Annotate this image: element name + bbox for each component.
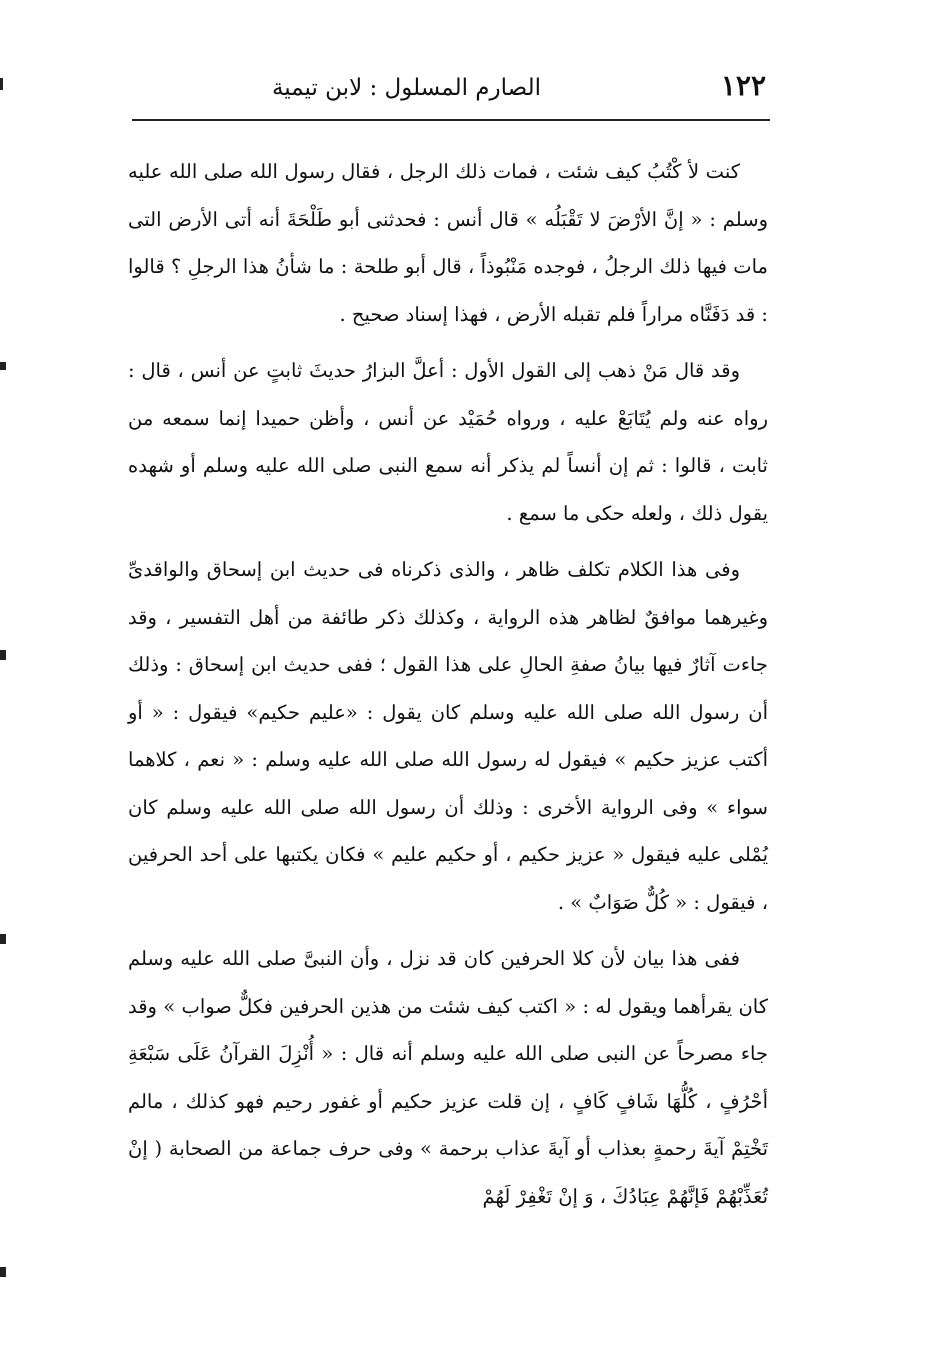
scan-margin-mark [0, 934, 6, 944]
paragraph-4: ففى هذا بيان لأن كلا الحرفين كان قد نزل ، وأن النبىَّ صلى الله عليه وسلم كان يقرأهما ويقول له : « اكتب كيف شئت من هذين الحرفين فكلٌّ صواب » وقد جاء مصرحاً عن النبى صلى الله عليه وسلم أنه قال : « أُنْزِلَ القرآنُ عَلَى سَبْعَةِ أحْرُفٍ ، كُلُّهَا شَافٍ كَافٍ ، إن قلت عزيز حكيم أو غفور رحيم فهو كذلك ، مالم تَخْتِمْ آيةَ رحمةٍ بعذاب أو آيةَ عذاب برحمة » وفى حرف جماعة من الصحابة ( إنْ تُعَذِّبْهُمْ فَإنَّهُمْ عِبَادُكَ ، وَ إنْ تَغْفِرْ لَهُمْ [128, 947, 768, 1208]
body-text [128, 148, 768, 1220]
page-number: ١٢٢ [720, 69, 766, 102]
scan-margin-mark [0, 650, 6, 660]
scan-margin-mark [0, 1267, 6, 1277]
page-header [132, 66, 766, 110]
paragraph-3: وفى هذا الكلام تكلف ظاهر ، والذى ذكرناه فى حديث ابن إسحاق والواقدىِّ وغيرهما موافقٌ لظاهر هذه الرواية ، وكذلك ذكر طائفة من أهل التفسير ، وقد جاءت آثارٌ فيها بيانُ صفةِ الحالِ على هذا القول ؛ ففى حديث ابن إسحاق : وذلك أن رسول الله صلى الله عليه وسلم كان يقول : «عليم حكيم» فيقول : « أو أكتب عزيز حكيم » فيقول له رسول الله صلى الله عليه وسلم : « نعم ، كلاهما سواء » وفى الرواية الأخرى : وذلك أن رسول الله صلى الله عليه وسلم كان يُمْلى عليه فيقول « عزيز حكيم ، أو حكيم عليم » فكان يكتبها على أحد الحرفين ، فيقول : « كُلٌّ صَوَابٌ » . [128, 558, 768, 914]
scan-margin-mark [0, 362, 6, 370]
header-rule [132, 119, 770, 121]
paragraph-2: وقد قال مَنْ ذهب إلى القول الأول : أعلَّ البزارُ حديثَ ثابتٍ عن أنس ، قال : رواه عنه ولم يُتَابَعْ عليه ، ورواه حُمَيْد عن أنس ، وأظن حميدا إنما سمعه من ثابت ، قالوا : ثم إن أنساً لم يذكر أنه سمع النبى صلى الله عليه وسلم أو شهده يقول ذلك ، ولعله حكى ما سمع . [128, 359, 768, 525]
scan-margin-mark [0, 78, 3, 90]
running-title: الصارم المسلول : لابن تيمية [271, 75, 541, 101]
paragraph-1: كنت لأ كْتُبُ كيف شئت ، فمات ذلك الرجل ، فقال رسول الله صلى الله عليه وسلم : « إنَّ الأرْضَ لا تَقْبَلُه » قال أنس : فحدثنى أبو طَلْحَةَ أنه أتى الأرض التى مات فيها ذلك الرجلُ ، فوجده مَنْبُوذاً ، قال أبو طلحة : ما شأنُ هذا الرجلِ ؟ قالوا : قد دَفَنَّاه مراراً فلم تقبله الأرض ، فهذا إسناد صحيح . [128, 160, 768, 326]
